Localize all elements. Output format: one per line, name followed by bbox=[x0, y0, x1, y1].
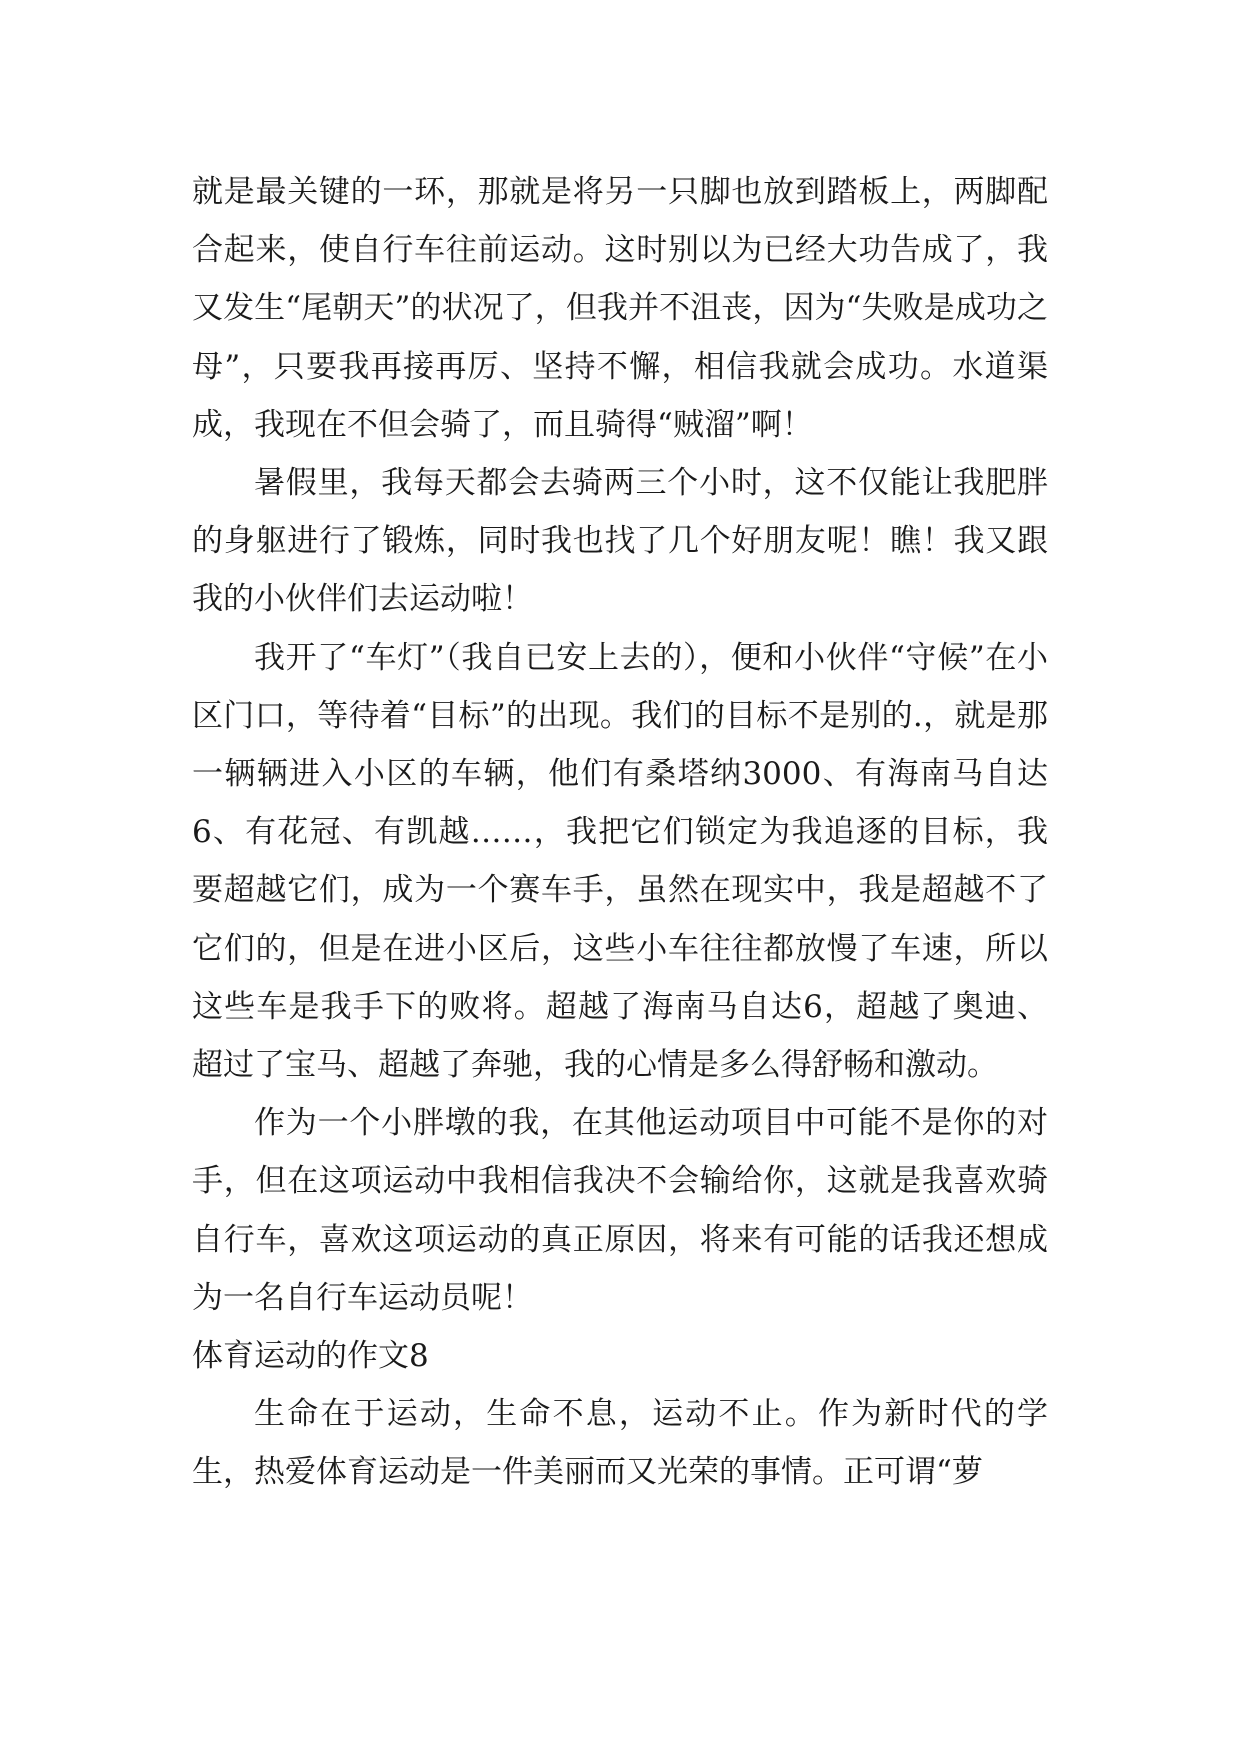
essay-heading: 体育运动的作文8 bbox=[192, 1338, 429, 1375]
paragraph-continued: 就是最关键的一环，那就是将另一只脚也放到踏板上，两脚配合起来，使自行车往前运动。这时别以为已经大功告成了，我又发生“尾朝天”的状况了，但我并不沮丧，因为“失败是成功之母”，只要我再接再厉、坚持不懈，相信我就会成功。水道渠成，我现在不但会骑了，而且骑得“贼溜”啊！ bbox=[192, 174, 1048, 443]
document-body bbox=[192, 163, 1048, 1502]
paragraph-conclusion: 作为一个小胖墩的我，在其他运动项目中可能不是你的对手，但在这项运动中我相信我决不会输给你，这就是我喜欢骑自行车，喜欢这项运动的真正原因，将来有可能的话我还想成为一名自行车运动员呢！ bbox=[192, 1105, 1048, 1316]
paragraph-summer: 暑假里，我每天都会去骑两三个小时，这不仅能让我肥胖的身躯进行了锻炼，同时我也找了几个好朋友呢！瞧！我又跟我的小伙伴们去运动啦！ bbox=[192, 465, 1048, 618]
paragraph-car-chase: 我开了“车灯”（我自已安上去的），便和小伙伴“守候”在小区门口，等待着“目标”的出现。我们的目标不是别的.，就是那一辆辆进入小区的车辆，他们有桑塔纳3000、有海南马自达6、有花冠、有凯越……，我把它们锁定为我追逐的目标，我要超越它们，成为一个赛车手，虽然在现实中，我是超越不了它们的，但是在进小区后，这些小车往往都放慢了车速，所以这些车是我手下的败将。超越了海南马自达6，超越了奥迪、超过了宝马、超越了奔驰，我的心情是多么得舒畅和激动。 bbox=[192, 639, 1048, 1084]
paragraph-new-essay: 生命在于运动，生命不息，运动不止。作为新时代的学生，热爱体育运动是一件美丽而又光荣的事情。正可谓“萝 bbox=[192, 1396, 1048, 1491]
